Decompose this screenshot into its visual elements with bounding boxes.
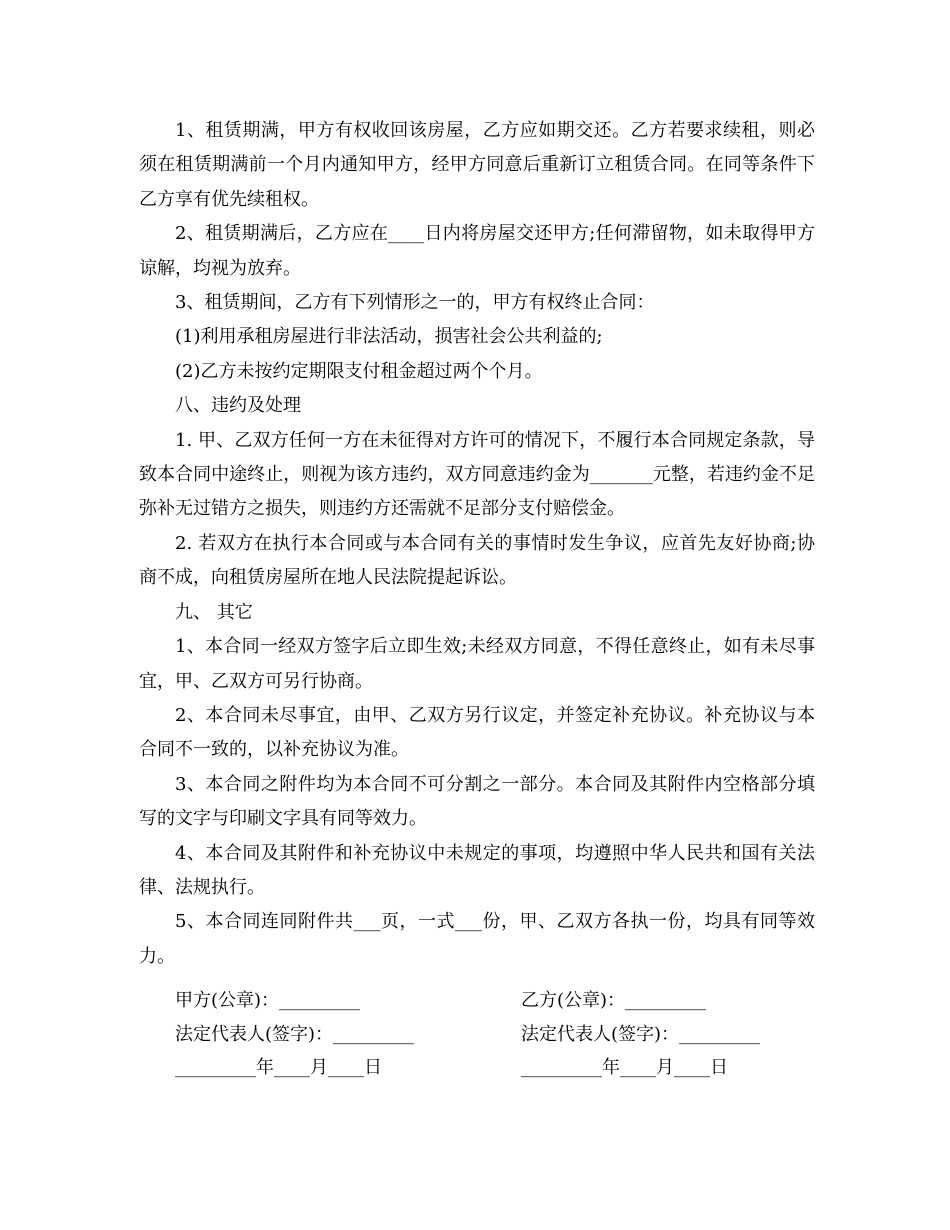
other-clause-1: 1、本合同一经双方签字后立即生效;未经双方同意，不得任意终止，如有未尽事宜，甲、乙双方可另行协商。 bbox=[139, 636, 815, 692]
termination-clause-2: 2、租赁期满后，乙方应在____日内将房屋交还甲方;任何滞留物，如未取得甲方谅解，均视为放弃。 bbox=[139, 223, 815, 279]
party-b-seal-line: 乙方(公章)：_________ bbox=[521, 990, 707, 1011]
other-clause-5: 5、本合同连同附件共___页，一式___份，甲、乙双方各执一份，均具有同等效力。 bbox=[139, 911, 815, 967]
breach-clause-1: 1. 甲、乙双方任何一方在未征得对方许可的情况下，不履行本合同规定条款，导致本合同中途终止，则视为该方违约，双方同意违约金为_______元整，若违约金不足弥补无过错方之损失，则违约方还需就不足部分支付赔偿金。 bbox=[139, 429, 815, 520]
party-a-seal-line: 甲方(公章)：_________ bbox=[175, 990, 361, 1011]
other-clause-4: 4、本合同及其附件和补充协议中未规定的事项，均遵照中华人民共和国有关法律、法规执行。 bbox=[139, 842, 815, 898]
breach-heading: 八、违约及处理 bbox=[175, 395, 301, 417]
breach-clause-2: 2. 若双方在执行本合同或与本合同有关的事情时发生争议，应首先友好协商;协商不成，向租赁房屋所在地人民法院提起诉讼。 bbox=[139, 532, 815, 589]
termination-clause-3: 3、租赁期间，乙方有下列情形之一的，甲方有权终止合同： bbox=[175, 292, 655, 314]
other-clause-3: 3、本合同之附件均为本合同不可分割之一部分。本合同及其附件内空格部分填写的文字与印刷文字具有同等效力。 bbox=[139, 773, 815, 830]
contract-body bbox=[139, 114, 815, 974]
party-a-date-line: _________年____月____日 bbox=[175, 1057, 382, 1078]
termination-item-1: (1)利用承租房屋进行非法活动，损害社会公共利益的; bbox=[175, 326, 603, 348]
other-clause-2: 2、本合同未尽事宜，由甲、乙双方另行议定，并签定补充协议。补充协议与本合同不一致的，以补充协议为准。 bbox=[139, 704, 815, 761]
party-b-representative-line: 法定代表人(签字)：_________ bbox=[521, 1024, 761, 1045]
party-b-date-line: _________年____月____日 bbox=[521, 1057, 728, 1078]
other-heading: 九、 其它 bbox=[175, 601, 253, 623]
termination-item-2: (2)乙方未按约定期限支付租金超过两个个月。 bbox=[175, 360, 543, 382]
termination-clause-1: 1、租赁期满，甲方有权收回该房屋，乙方应如期交还。乙方若要求续租，则必须在租赁期满前一个月内通知甲方，经甲方同意后重新订立租赁合同。在同等条件下乙方享有优先续租权。 bbox=[139, 120, 815, 210]
party-a-representative-line: 法定代表人(签字)：_________ bbox=[175, 1024, 415, 1045]
